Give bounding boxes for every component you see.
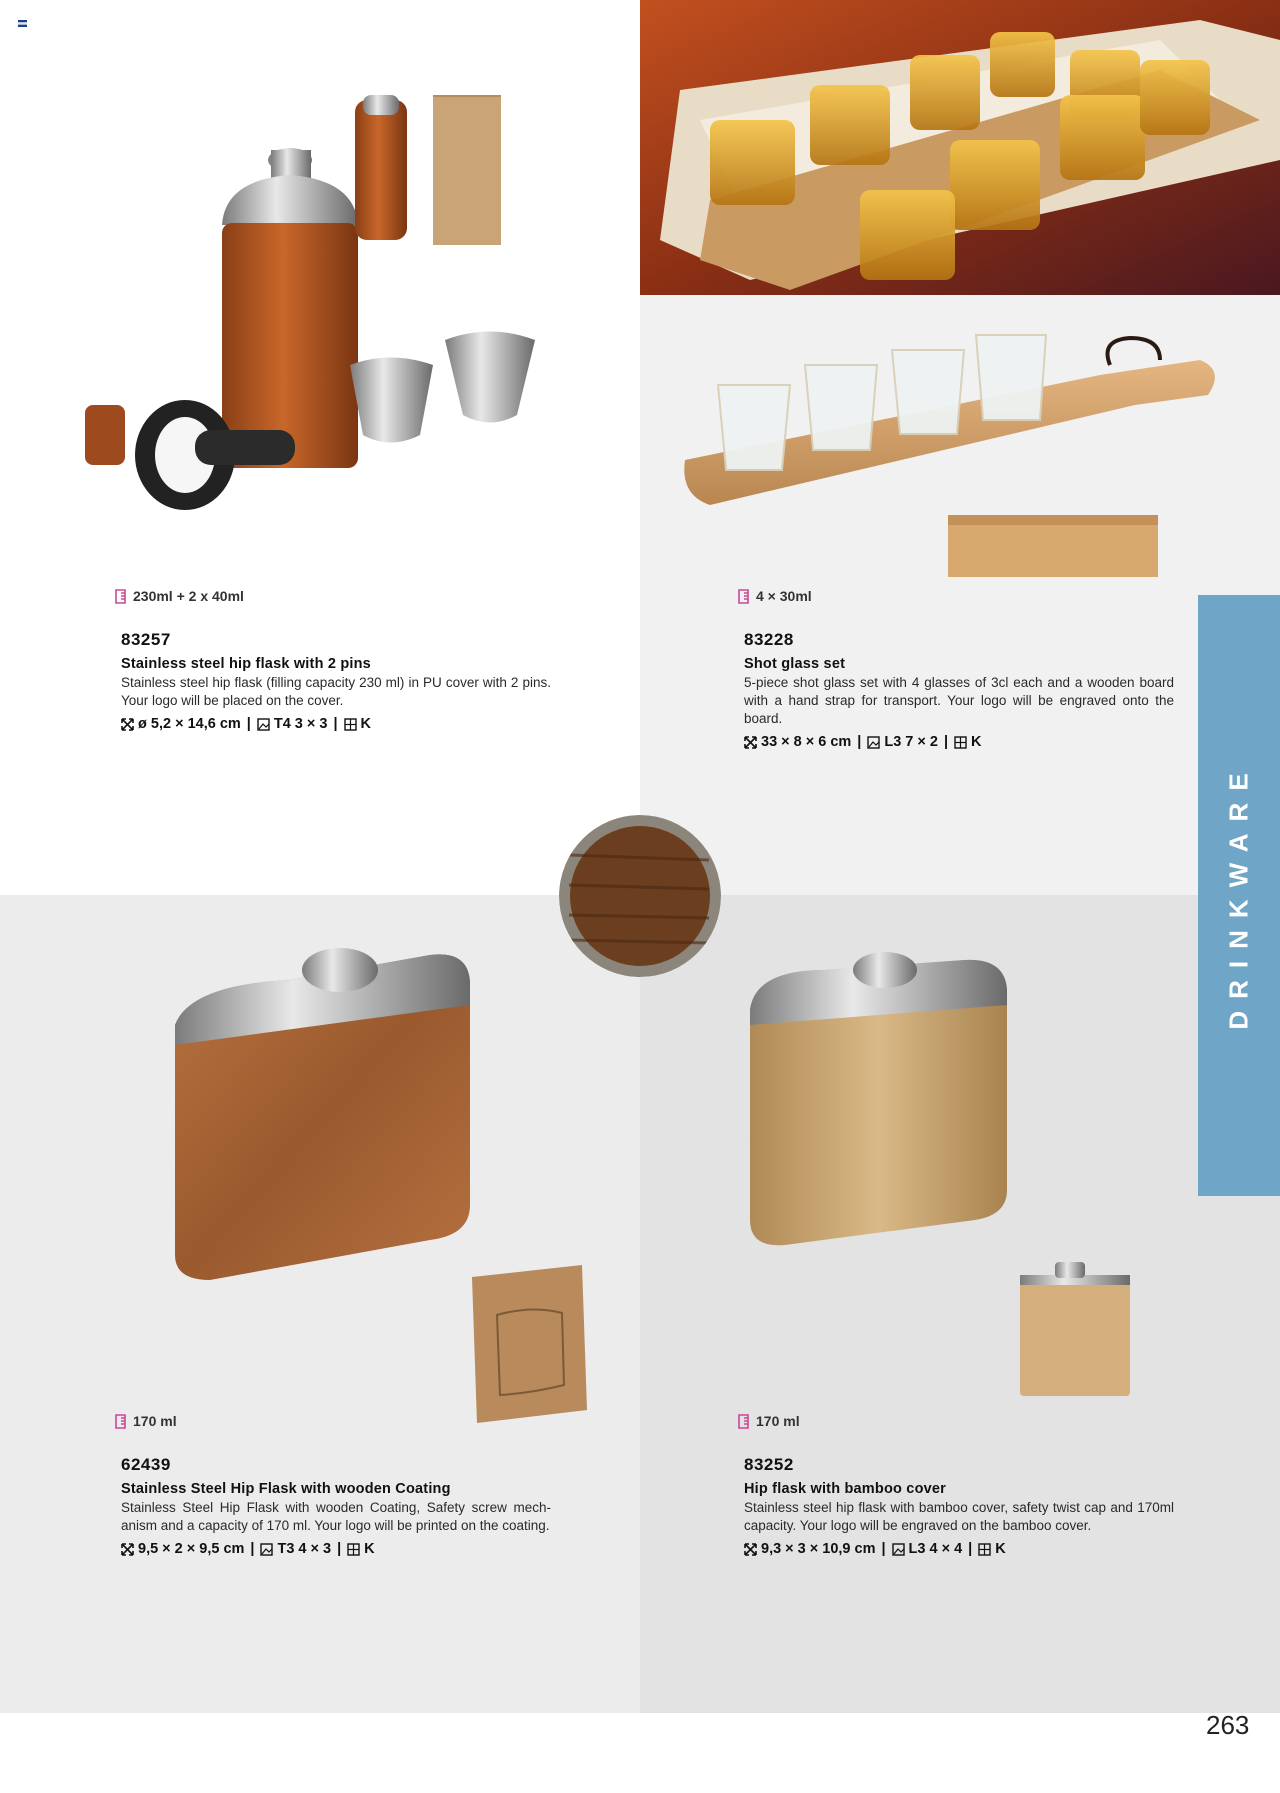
product-image-83252	[745, 950, 1015, 1250]
capacity-83257	[115, 588, 244, 604]
dimensions-text: ø 5,2 × 14,6 cm	[138, 716, 241, 732]
capacity-text: 4 × 30ml	[756, 588, 812, 604]
product-title: Hip flask with bamboo cover	[744, 1481, 946, 1497]
hero-photo-shot-glasses	[640, 0, 1280, 295]
dimensions-text: 9,5 × 2 × 9,5 cm	[138, 1541, 245, 1557]
separator: |	[333, 716, 338, 732]
box-icon	[978, 1543, 991, 1556]
box-icon	[344, 718, 357, 731]
article-number: 62439	[121, 1455, 171, 1474]
capacity-text: 170 ml	[133, 1413, 177, 1429]
product-title: Stainless Steel Hip Flask with wooden Coating	[121, 1481, 451, 1497]
dimensions-text: 33 × 8 × 6 cm	[761, 734, 852, 750]
separator: |	[943, 734, 949, 750]
print-method-icon	[260, 1543, 273, 1556]
print-text: L3 7 × 2	[884, 734, 938, 750]
separator: |	[337, 1541, 342, 1557]
article-number: 83257	[121, 630, 171, 649]
packaging-text: K	[971, 734, 982, 750]
capacity-83228	[738, 588, 812, 604]
capacity-83252	[738, 1413, 800, 1429]
print-text: L3 4 × 4	[908, 1541, 963, 1557]
small-flask-image-83252	[1015, 1260, 1135, 1400]
product-image-62439	[170, 945, 610, 1285]
separator: |	[881, 1541, 886, 1557]
product-title: Stainless steel hip flask with 2 pins	[121, 656, 371, 672]
separator: |	[246, 716, 251, 732]
section-tab-label: DRINKWARE	[1223, 761, 1254, 1030]
packaging-text: K	[364, 1541, 375, 1557]
dimensions-icon	[121, 1543, 134, 1556]
capacity-text: 230ml + 2 x 40ml	[133, 588, 244, 604]
product-specs	[744, 734, 1174, 750]
capacity-62439	[115, 1413, 177, 1429]
print-method-icon	[892, 1543, 905, 1556]
article-number: 83252	[744, 1455, 794, 1474]
product-specs	[121, 716, 551, 732]
product-description: 5-piece shot glass set with 4 glasses of 3cl each and a wooden board with a hand strap for transport. Your logo will be engraved onto the board.	[744, 675, 1174, 726]
dimensions-icon	[744, 1543, 757, 1556]
print-text: T4 3 × 3	[273, 716, 328, 732]
product-image-83257	[85, 95, 635, 525]
product-description: Stainless Steel Hip Flask with wooden Coating, Safety screw mech-anism and a capacity of 170 ml. Your logo will be printed on the coating.	[121, 1500, 551, 1533]
beaker-icon	[738, 589, 750, 604]
packaging-text: K	[995, 1541, 1006, 1557]
beaker-icon	[738, 1414, 750, 1429]
product-description: Stainless steel hip flask (filling capacity 230 ml) in PU cover with 2 pins. Your logo will be placed on the cover.	[121, 675, 551, 708]
print-method-icon	[867, 736, 880, 749]
product-image-83228	[680, 330, 1230, 590]
separator: |	[250, 1541, 255, 1557]
product-title: Shot glass set	[744, 656, 846, 672]
gift-box-image-62439	[472, 1265, 592, 1425]
packaging-text: K	[360, 716, 371, 732]
product-specs	[121, 1541, 551, 1557]
product-description: Stainless steel hip flask with bamboo cover, safety twist cap and 170ml capacity. Your logo will be engraved on the bamboo cover.	[744, 1500, 1174, 1533]
page-number: 263	[1206, 1710, 1250, 1740]
print-text: T3 4 × 3	[277, 1541, 332, 1557]
wood-texture-circle	[559, 815, 721, 977]
separator: |	[968, 1541, 973, 1557]
article-83257	[121, 630, 551, 732]
article-83228	[744, 630, 1174, 750]
section-tab-drinkware[interactable]	[1198, 595, 1280, 1196]
beaker-icon	[115, 1414, 127, 1429]
dimensions-icon	[744, 736, 757, 749]
product-specs	[744, 1541, 1174, 1557]
article-83252	[744, 1455, 1174, 1557]
article-62439	[121, 1455, 551, 1557]
beaker-icon	[115, 589, 127, 604]
article-number: 83228	[744, 630, 794, 649]
language-flag-icon	[18, 20, 27, 27]
box-icon	[954, 736, 967, 749]
dimensions-icon	[121, 718, 134, 731]
capacity-text: 170 ml	[756, 1413, 800, 1429]
separator: |	[857, 734, 862, 750]
dimensions-text: 9,3 × 3 × 10,9 cm	[761, 1541, 876, 1557]
print-method-icon	[257, 718, 270, 731]
box-icon	[347, 1543, 360, 1556]
